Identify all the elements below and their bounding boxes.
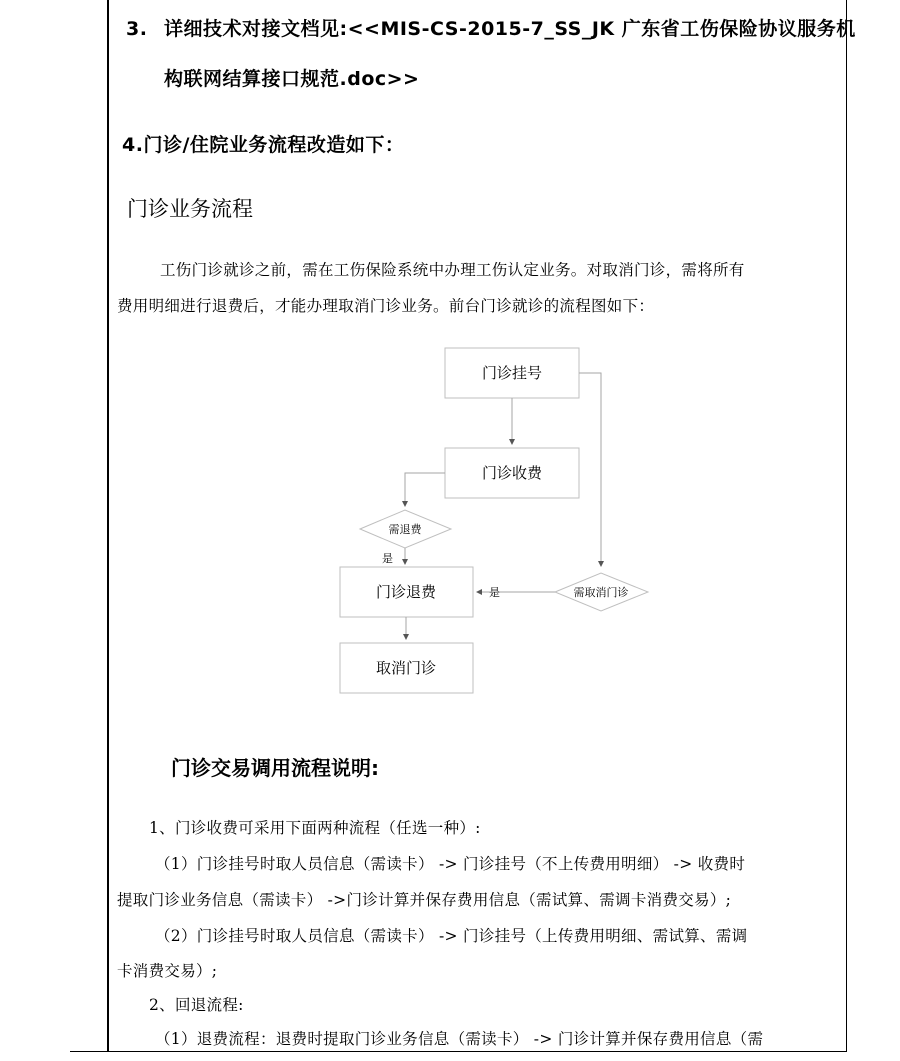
table-border-bottom <box>70 1051 847 1052</box>
flow-label-needrefund: 需退费 <box>388 523 422 536</box>
txn-line4: （2）门诊挂号时取人员信息（需读卡） -> 门诊挂号（上传费用明细、需试算、需调 <box>155 927 748 945</box>
table-border-left-inner <box>108 0 109 1052</box>
txn-line6: 2、回退流程: <box>149 996 244 1014</box>
outpatient-flow-title: 门诊业务流程 <box>127 197 253 221</box>
txn-line1: 1、门诊收费可采用下面两种流程（任选一种）: <box>149 819 481 837</box>
section4-title: 4.门诊/住院业务流程改造如下： <box>122 134 405 156</box>
txn-line3: 提取门诊业务信息（需读卡） ->门诊计算并保存费用信息（需试算、需调卡消费交易）; <box>117 891 732 909</box>
flow-label-refund: 门诊退费 <box>375 583 437 601</box>
section3-line1 <box>126 14 856 41</box>
flow-label-register: 门诊挂号 <box>481 364 543 382</box>
section3-number: 3. <box>126 18 148 40</box>
section3-text1: 详细技术对接文档见:<<MIS-CS-2015-7_SS_JK 广东省工伤保险协议服务机 <box>164 18 856 40</box>
outpatient-flowchart <box>330 340 670 710</box>
flow-label-cancel: 取消门诊 <box>375 659 437 677</box>
txn-title: 门诊交易调用流程说明: <box>171 756 379 780</box>
flow-label-yes2: 是 <box>489 586 500 599</box>
flow-arrow-register-needcancel <box>579 373 601 566</box>
table-border-right <box>846 0 847 1052</box>
flow-label-needcancel: 需取消门诊 <box>573 586 629 599</box>
txn-line5: 卡消费交易）; <box>117 962 218 980</box>
intro-para-line2: 费用明细进行退费后，才能办理取消门诊业务。前台门诊就诊的流程图如下： <box>117 297 655 315</box>
txn-line2: （1）门诊挂号时取人员信息（需读卡） -> 门诊挂号（不上传费用明细） -> 收费时 <box>155 855 746 873</box>
flow-label-charge: 门诊收费 <box>481 464 543 482</box>
txn-line7: （1）退费流程：退费时提取门诊业务信息（需读卡） -> 门诊计算并保存费用信息（需 <box>155 1030 764 1048</box>
section3-line2: 构联网结算接口规范.doc>> <box>164 68 420 90</box>
flow-label-yes1: 是 <box>382 552 393 565</box>
flow-arrow-charge-needrefund <box>405 473 445 506</box>
intro-para-line1: 工伤门诊就诊之前，需在工伤保险系统中办理工伤认定业务。对取消门诊，需将所有 <box>160 261 745 279</box>
